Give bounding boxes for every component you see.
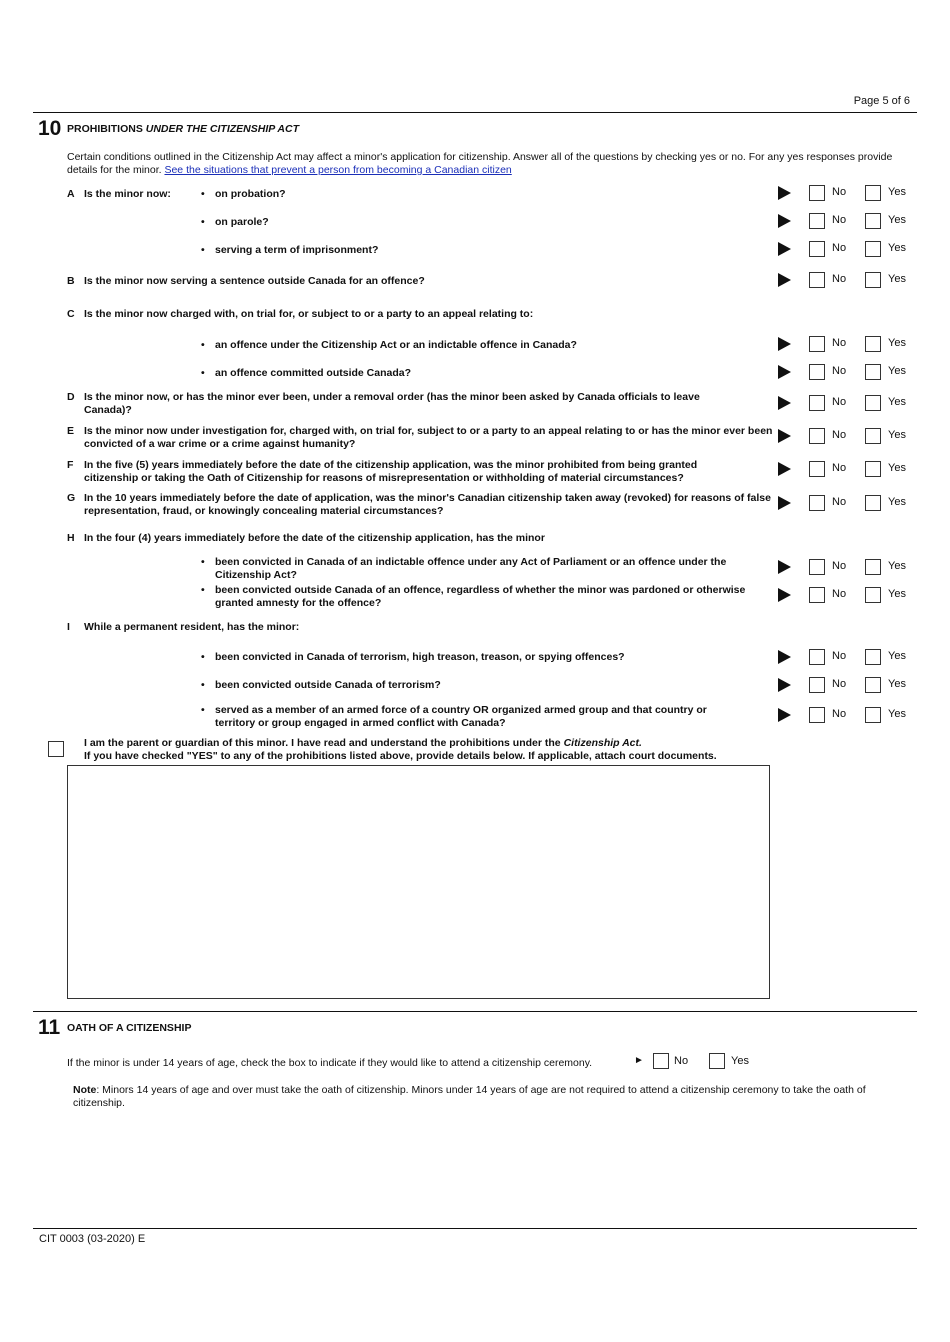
question-a-imprisonment-yes-label: Yes	[888, 242, 906, 254]
question-a-probation-no-label: No	[832, 186, 847, 198]
question-d-yes-checkbox[interactable]	[865, 395, 881, 411]
question-i-armed-force-no-checkbox[interactable]	[809, 707, 825, 723]
section-10-title: PROHIBITIONS UNDER THE CITIZENSHIP ACT	[67, 123, 299, 135]
question-a-probation-no-checkbox[interactable]	[809, 185, 825, 201]
section-11-title: OATH OF A CITIZENSHIP	[67, 1022, 192, 1034]
question-c-offence-outside-no-label: No	[832, 365, 847, 377]
question-a-parole-no-label: No	[832, 214, 847, 226]
section-10-intro: Certain conditions outlined in the Citizenship Act may affect a minor's application for citizenship. Answer all of the questions by checking yes or no. For any yes responses provide details for the minor. See the situations that prevent a person from becoming a Canadian citizen	[67, 151, 893, 176]
question-g-no-label: No	[832, 496, 847, 508]
question-f-no-checkbox[interactable]	[809, 461, 825, 477]
arrow-icon	[778, 337, 791, 351]
arrow-icon	[778, 214, 791, 228]
question-i-terrorism-outside-no-label: No	[832, 678, 847, 690]
question-b-text: Is the minor now serving a sentence outside Canada for an offence?	[84, 275, 425, 287]
question-d-no-checkbox[interactable]	[809, 395, 825, 411]
question-d-letter: D	[67, 391, 75, 403]
arrow-icon	[778, 708, 791, 722]
question-a-imprisonment-no-checkbox[interactable]	[809, 241, 825, 257]
declaration-text: I am the parent or guardian of this minor. I have read and understand the prohibitions under the Citizenship Act. If you have checked "YES" to any of the prohibitions listed above, provide details below. If applicable, attach court documents.	[84, 737, 717, 762]
ceremony-no-label: No	[674, 1055, 689, 1067]
question-i-terrorism-outside-no-checkbox[interactable]	[809, 677, 825, 693]
question-c-offence-canada: an offence under the Citizenship Act or an indictable offence in Canada?	[215, 339, 577, 351]
question-i-terrorism-canada-yes-label: Yes	[888, 650, 906, 662]
question-a-probation: on probation?	[215, 188, 286, 200]
question-f-text: In the five (5) years immediately before the date of the citizenship application, was the minor prohibited from being granted citizenship or taking the Oath of Citizenship for reasons of misrepresentation or withholding of material circumstances?	[84, 459, 698, 484]
section-10-number: 10	[38, 117, 62, 140]
question-e-yes-checkbox[interactable]	[865, 428, 881, 444]
question-i-text: While a permanent resident, has the minor:	[84, 621, 300, 633]
bullet: •	[201, 584, 205, 596]
bullet: •	[201, 367, 205, 379]
question-i-terrorism-outside: been convicted outside Canada of terrorism?	[215, 679, 441, 691]
bullet: •	[201, 556, 205, 568]
question-c-offence-outside-yes-label: Yes	[888, 365, 906, 377]
arrow-icon	[778, 365, 791, 379]
arrow-icon	[778, 650, 791, 664]
question-b-no-checkbox[interactable]	[809, 272, 825, 288]
question-b-yes-label: Yes	[888, 273, 906, 285]
arrow-icon	[778, 396, 791, 410]
question-d-text: Is the minor now, or has the minor ever been, under a removal order (has the minor been asked by Canada officials to leave Canada)?	[84, 391, 700, 416]
footer-divider	[33, 1228, 917, 1229]
page-number: Page 5 of 6	[853, 95, 910, 107]
ceremony-question: If the minor is under 14 years of age, check the box to indicate if they would like to attend a citizenship ceremony.	[67, 1057, 593, 1069]
question-d-yes-label: Yes	[888, 396, 906, 408]
arrow-icon	[778, 186, 791, 200]
question-i-armed-force: served as a member of an armed force of a country OR organized armed group and that country or territory or group engaged in armed conflict with Canada?	[215, 704, 707, 729]
question-a-parole-yes-checkbox[interactable]	[865, 213, 881, 229]
bullet: •	[201, 244, 205, 256]
question-c-offence-outside: an offence committed outside Canada?	[215, 367, 412, 379]
question-h-text: In the four (4) years immediately before the date of the citizenship application, has the minor	[84, 532, 545, 544]
ceremony-yes-label: Yes	[731, 1055, 749, 1067]
question-g-yes-checkbox[interactable]	[865, 495, 881, 511]
question-h-convicted-canada-yes-label: Yes	[888, 560, 906, 572]
question-h-convicted-outside-yes-label: Yes	[888, 588, 906, 600]
question-a-imprisonment: serving a term of imprisonment?	[215, 244, 379, 256]
question-c-letter: C	[67, 308, 75, 320]
question-b-letter: B	[67, 275, 75, 287]
question-g-yes-label: Yes	[888, 496, 906, 508]
question-i-armed-force-yes-checkbox[interactable]	[865, 707, 881, 723]
section-divider	[33, 112, 917, 113]
arrow-icon	[778, 560, 791, 574]
question-g-no-checkbox[interactable]	[809, 495, 825, 511]
question-c-text: Is the minor now charged with, on trial for, or subject to or a party to an appeal relating to:	[84, 308, 534, 320]
declaration-checkbox[interactable]	[48, 741, 64, 757]
question-i-terrorism-canada-no-label: No	[832, 650, 847, 662]
question-c-offence-outside-no-checkbox[interactable]	[809, 364, 825, 380]
bullet: •	[201, 651, 205, 663]
question-f-yes-label: Yes	[888, 462, 906, 474]
question-c-offence-canada-no-label: No	[832, 337, 847, 349]
question-i-armed-force-no-label: No	[832, 708, 847, 720]
prohibitions-info-link[interactable]: See the situations that prevent a person from becoming a Canadian citizen	[164, 164, 512, 176]
question-h-convicted-outside: been convicted outside Canada of an offence, regardless of whether the minor was pardoned or otherwise granted amnesty for the offence?	[215, 584, 746, 609]
question-e-yes-label: Yes	[888, 429, 906, 441]
ceremony-no-checkbox[interactable]	[653, 1053, 669, 1069]
question-e-no-checkbox[interactable]	[809, 428, 825, 444]
question-f-letter: F	[67, 459, 74, 471]
question-a-parole-yes-label: Yes	[888, 214, 906, 226]
bullet: •	[201, 216, 205, 228]
bullet: •	[201, 339, 205, 351]
question-i-terrorism-canada-no-checkbox[interactable]	[809, 649, 825, 665]
question-i-terrorism-outside-yes-label: Yes	[888, 678, 906, 690]
question-b-no-label: No	[832, 273, 847, 285]
arrow-icon	[778, 678, 791, 692]
question-a-parole: on parole?	[215, 216, 269, 228]
question-i-terrorism-outside-yes-checkbox[interactable]	[865, 677, 881, 693]
arrow-icon	[778, 462, 791, 476]
question-i-armed-force-yes-label: Yes	[888, 708, 906, 720]
arrow-icon	[778, 496, 791, 510]
question-a-imprisonment-yes-checkbox[interactable]	[865, 241, 881, 257]
question-a-parole-no-checkbox[interactable]	[809, 213, 825, 229]
question-f-yes-checkbox[interactable]	[865, 461, 881, 477]
bullet: •	[201, 679, 205, 691]
section-11-number: 11	[38, 1016, 61, 1039]
question-h-convicted-outside-no-label: No	[832, 588, 847, 600]
question-h-convicted-canada: been convicted in Canada of an indictable offence under any Act of Parliament or an offence under the Citizenship Act?	[215, 556, 727, 581]
arrow-icon	[778, 242, 791, 256]
question-a-probation-yes-checkbox[interactable]	[865, 185, 881, 201]
question-c-offence-outside-yes-checkbox[interactable]	[865, 364, 881, 380]
question-a-probation-yes-label: Yes	[888, 186, 906, 198]
arrow-icon	[778, 429, 791, 443]
details-textarea[interactable]	[67, 765, 770, 999]
question-b-yes-checkbox[interactable]	[865, 272, 881, 288]
ceremony-yes-checkbox[interactable]	[709, 1053, 725, 1069]
bullet: •	[201, 188, 205, 200]
question-i-letter: I	[67, 621, 70, 633]
question-c-offence-canada-yes-checkbox[interactable]	[865, 336, 881, 352]
question-e-text: Is the minor now under investigation for, charged with, on trial for, subject to or a party to an appeal relating to or has the minor ever been convicted of a war crime or a crime against humanity?	[84, 425, 773, 450]
question-c-offence-canada-no-checkbox[interactable]	[809, 336, 825, 352]
question-h-convicted-canada-no-checkbox[interactable]	[809, 559, 825, 575]
section-divider	[33, 1011, 917, 1012]
question-a-letter: A	[67, 188, 75, 200]
oath-note: Note: Minors 14 years of age and over must take the oath of citizenship. Minors under 14 years of age are not required to attend a citizenship ceremony to take the oath of citizenship.	[73, 1084, 866, 1109]
question-h-convicted-canada-yes-checkbox[interactable]	[865, 559, 881, 575]
question-d-no-label: No	[832, 396, 847, 408]
arrow-icon: ►	[634, 1055, 644, 1066]
question-a-imprisonment-no-label: No	[832, 242, 847, 254]
question-a-label: Is the minor now:	[84, 188, 171, 200]
question-h-convicted-canada-no-label: No	[832, 560, 847, 572]
question-g-letter: G	[67, 492, 76, 504]
question-i-terrorism-canada-yes-checkbox[interactable]	[865, 649, 881, 665]
question-c-offence-canada-yes-label: Yes	[888, 337, 906, 349]
question-e-no-label: No	[832, 429, 847, 441]
arrow-icon	[778, 588, 791, 602]
question-i-terrorism-canada: been convicted in Canada of terrorism, high treason, treason, or spying offences?	[215, 651, 625, 663]
arrow-icon	[778, 273, 791, 287]
question-h-letter: H	[67, 532, 75, 544]
question-h-convicted-outside-no-checkbox[interactable]	[809, 587, 825, 603]
form-code: CIT 0003 (03-2020) E	[39, 1233, 146, 1245]
question-f-no-label: No	[832, 462, 847, 474]
question-e-letter: E	[67, 425, 75, 437]
question-h-convicted-outside-yes-checkbox[interactable]	[865, 587, 881, 603]
question-g-text: In the 10 years immediately before the date of application, was the minor's Canadian citizenship taken away (revoked) for reasons of false representation, fraud, or knowingly concealing material circumstances?	[84, 492, 771, 517]
bullet: •	[201, 704, 205, 716]
